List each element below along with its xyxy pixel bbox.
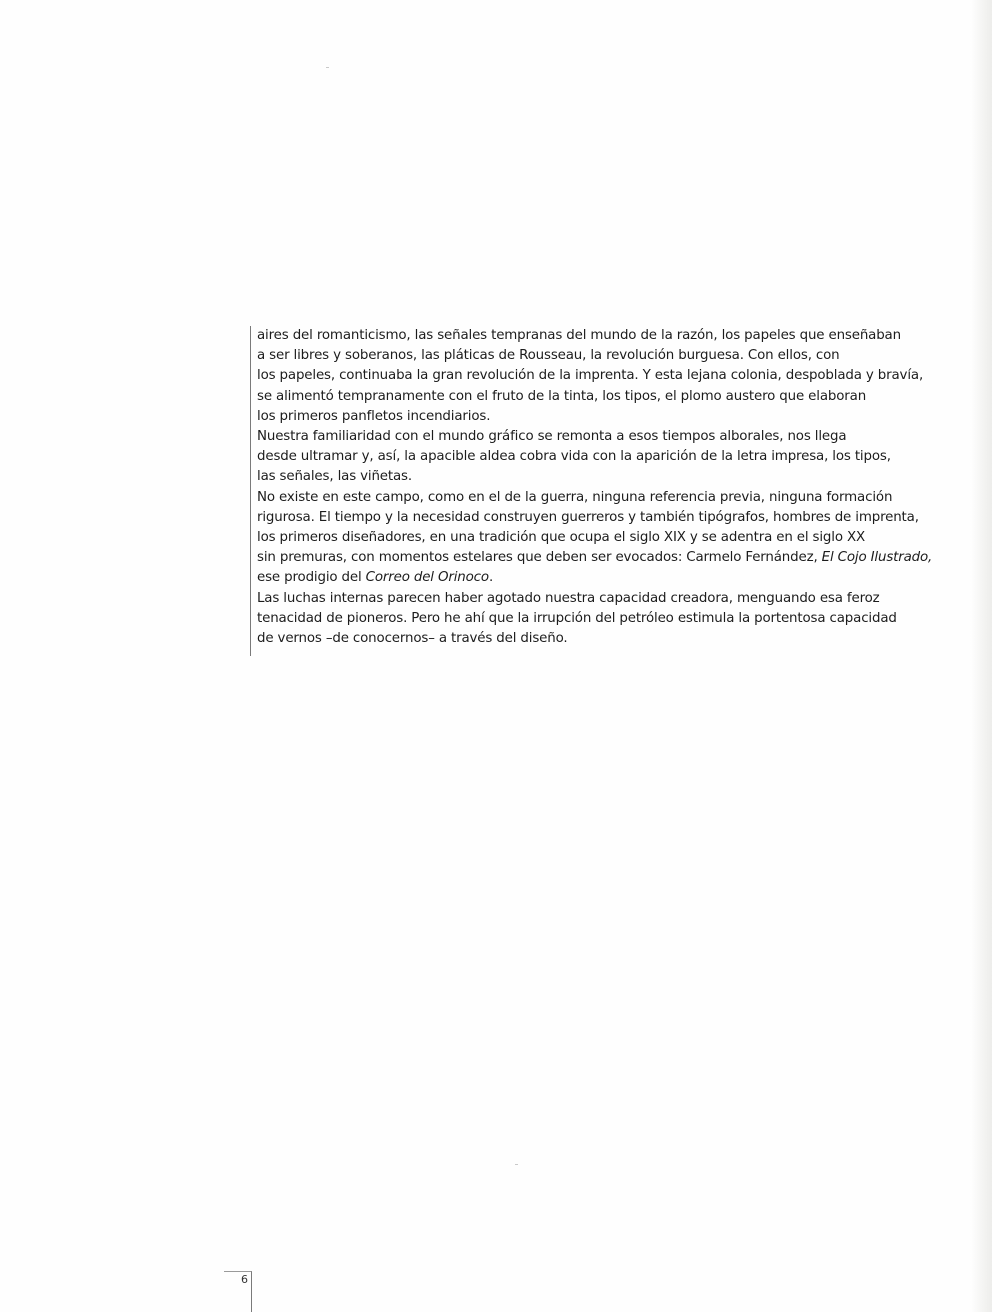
text-line: Las luchas internas parecen haber agotado nuestra capacidad creadora, menguando esa feroz — [257, 590, 880, 606]
italic-title-correo-del-orinoco: Correo del Orinoco — [365, 570, 489, 586]
italic-title-cojo-ilustrado: El Cojo Ilustrado, — [821, 550, 933, 566]
body-text — [250, 326, 950, 656]
text-line: se alimentó tempranamente con el fruto de la tinta, los tipos, el plomo austero que elaboran — [257, 388, 867, 404]
page-number: 6 — [224, 1271, 252, 1312]
text-run: . — [488, 570, 494, 586]
text-line: desde ultramar y, así, la apacible aldea cobra vida con la aparición de la letra impresa, los tipos, — [257, 449, 891, 465]
text-run: ese prodigio del — [257, 570, 366, 586]
text-run: sin premuras, con momentos estelares que deben ser evocados: Carmelo Fernández, — [257, 550, 822, 566]
text-line: de vernos –de conocernos– a través del diseño. — [257, 631, 568, 647]
text-line: los primeros panfletos incendiarios. — [257, 408, 491, 424]
text-line: tenacidad de pioneros. Pero he ahí que la irrupción del petróleo estimula la portentosa capacidad — [257, 610, 897, 626]
scan-speck — [515, 1164, 518, 1165]
text-line: las señales, las viñetas. — [257, 469, 412, 485]
text-line: los primeros diseñadores, en una tradición que ocupa el siglo XIX y se adentra en el siglo XX — [257, 530, 866, 546]
text-line: No existe en este campo, como en el de la guerra, ninguna referencia previa, ninguna formación — [257, 489, 893, 505]
text-line-mixed — [257, 548, 950, 568]
text-line-mixed — [257, 568, 950, 588]
scan-speck — [326, 67, 329, 68]
text-line: a ser libres y soberanos, las pláticas de Rousseau, la revolución burguesa. Con ellos, con — [257, 348, 840, 364]
page-edge-shadow — [970, 0, 992, 1312]
text-line: los papeles, continuaba la gran revolución de la imprenta. Y esta lejana colonia, despoblada y bravía, — [257, 368, 924, 384]
text-line: rigurosa. El tiempo y la necesidad construyen guerreros y también tipógrafos, hombres de imprenta, — [257, 509, 919, 525]
text-line: Nuestra familiaridad con el mundo gráfico se remonta a esos tiempos alborales, nos llega — [257, 429, 847, 445]
text-line: aires del romanticismo, las señales tempranas del mundo de la razón, los papeles que enseñaban — [257, 328, 901, 343]
